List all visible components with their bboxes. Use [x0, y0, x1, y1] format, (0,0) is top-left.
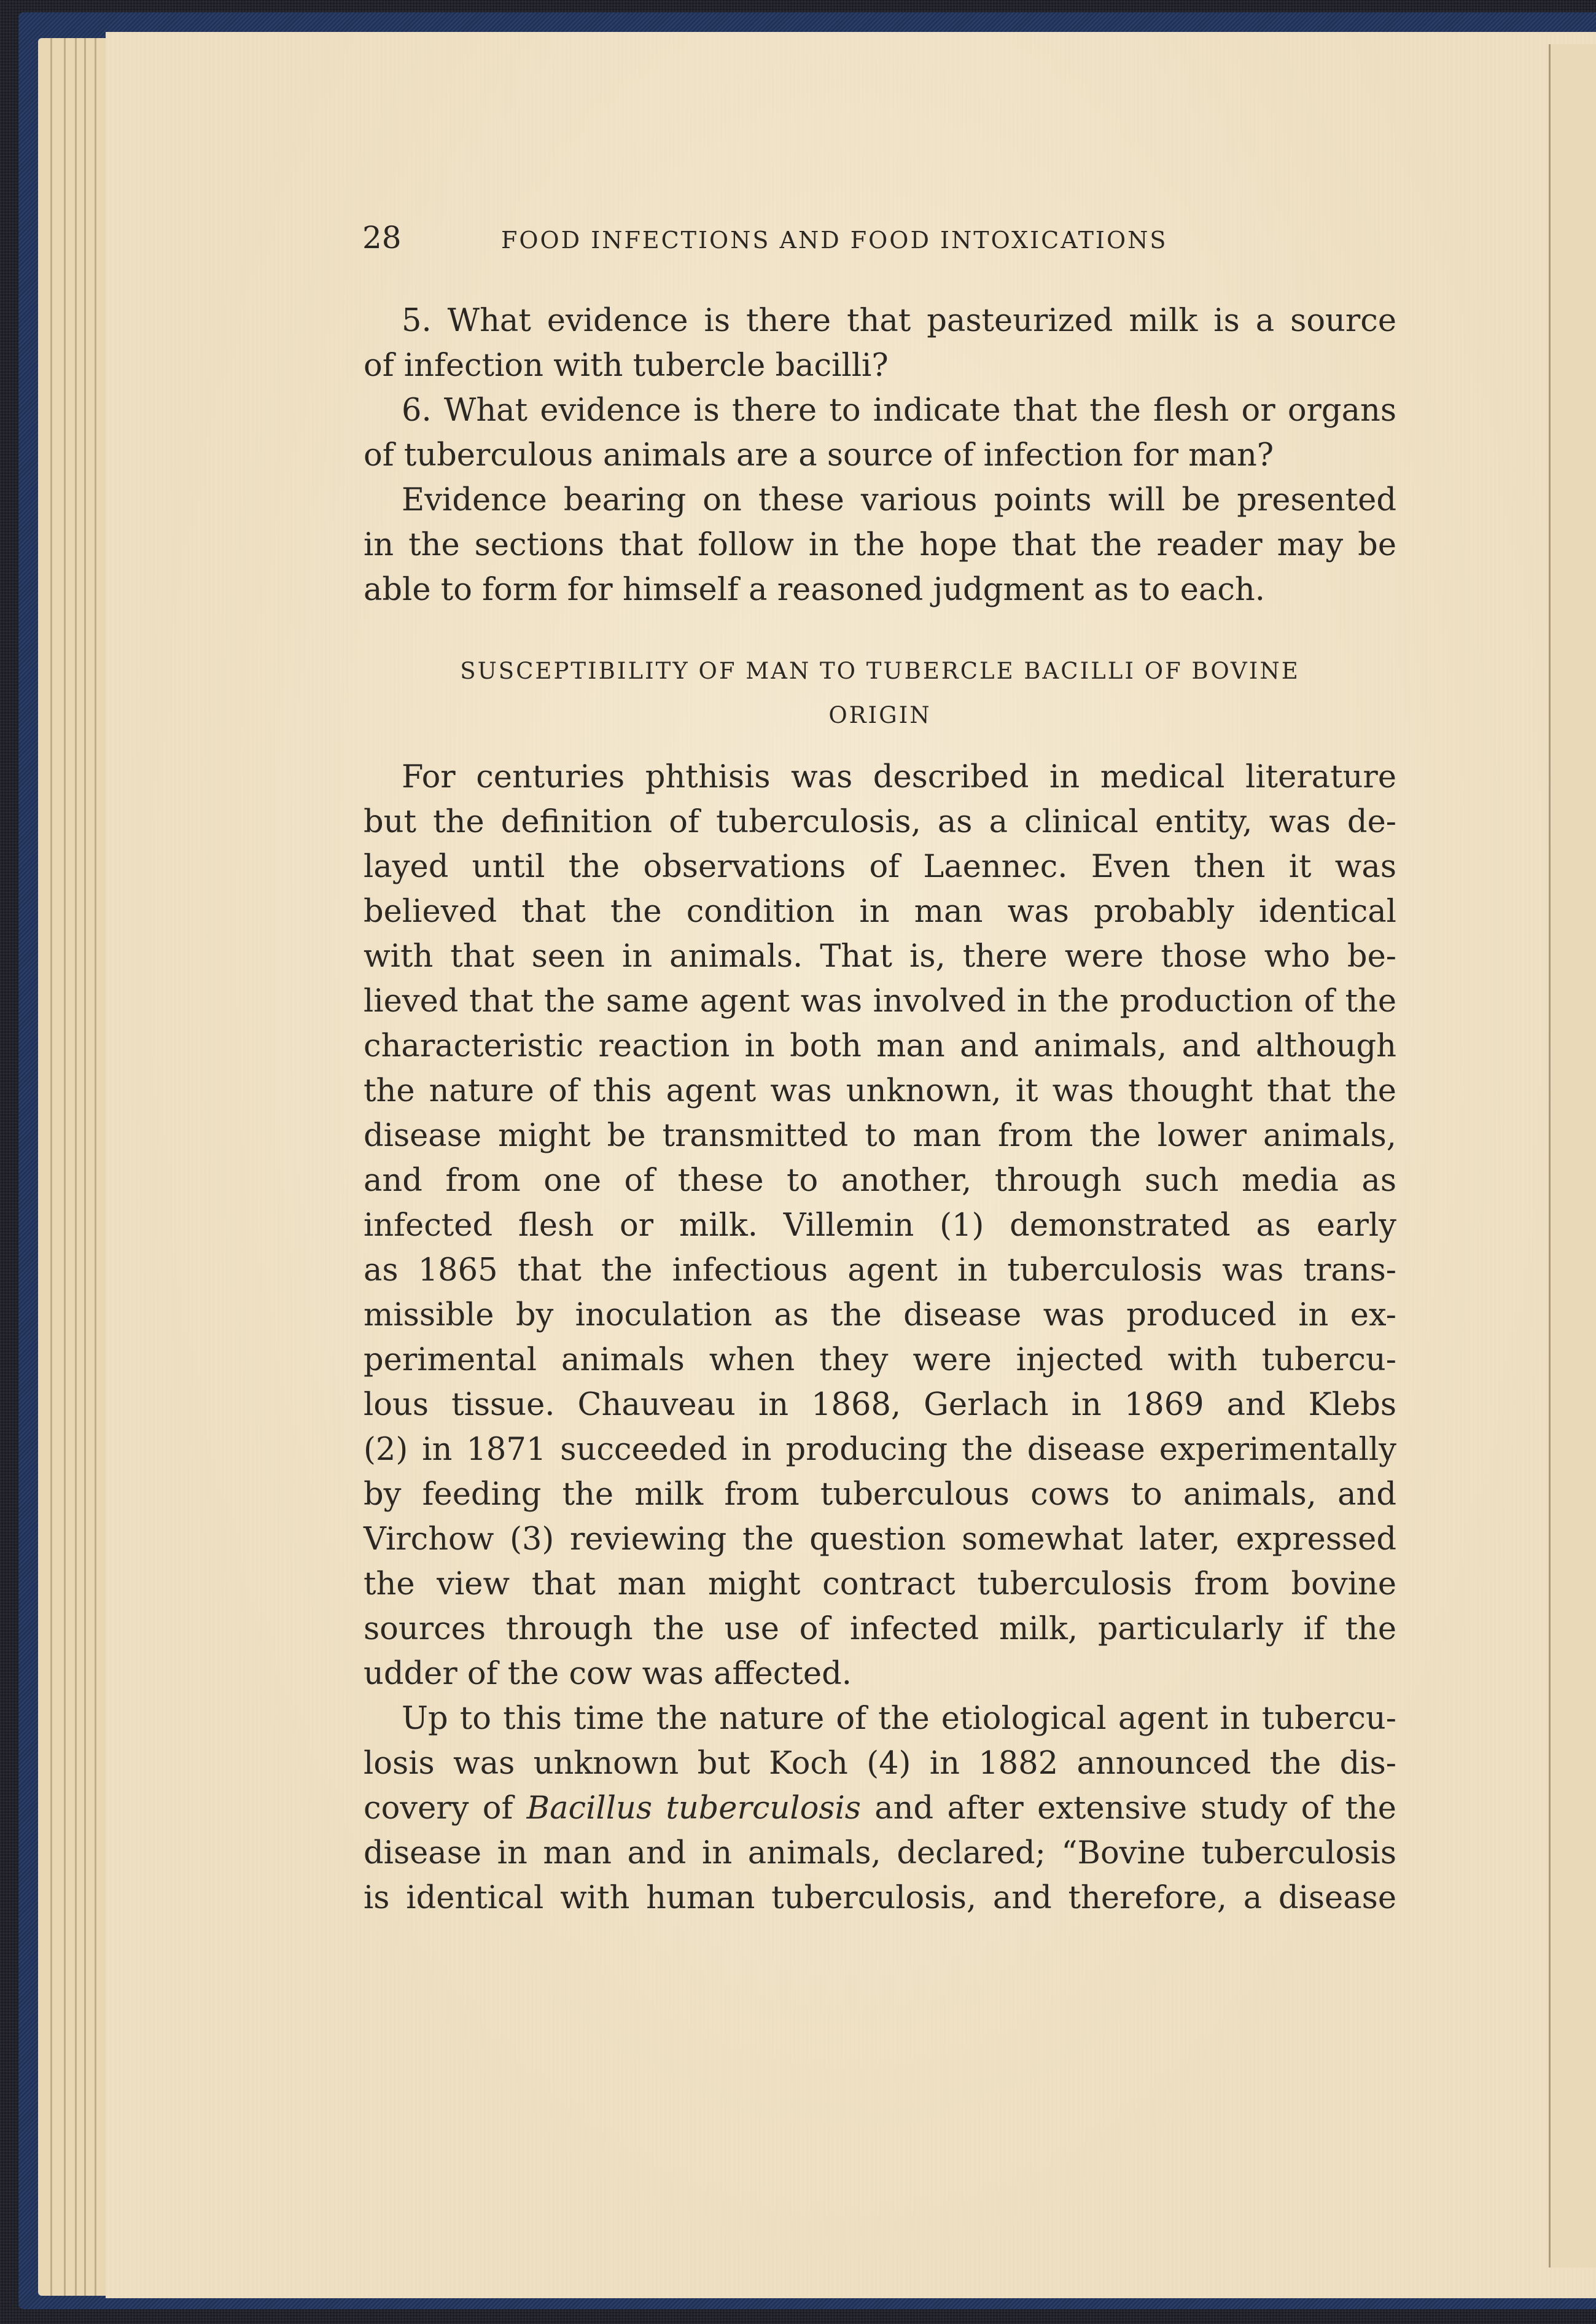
text-line: 5. What evidence is there that pasteurized milk is a source	[402, 303, 1396, 339]
page-edge-line	[64, 38, 66, 2296]
text-line: Virchow (3) reviewing the question somewhat later, expressed	[364, 1521, 1396, 1558]
text-fragment: and after extensive study of the	[860, 1790, 1396, 1827]
text-line: of infection with tubercle bacilli?	[364, 348, 889, 384]
text-line: disease in man and in animals, declared; “Bovine tuberculosis	[364, 1835, 1396, 1871]
text-line: sources through the use of infected milk, particularly if the	[364, 1611, 1396, 1647]
text-line: perimental animals when they were injected with tubercu-	[364, 1342, 1396, 1378]
text-line: Evidence bearing on these various points will be presented	[402, 482, 1396, 518]
page-edge-line	[84, 38, 86, 2296]
page-edge-line	[75, 38, 77, 2296]
page-right-edge	[1551, 44, 1596, 2267]
text-line: (2) in 1871 succeeded in producing the disease experimentally	[364, 1432, 1396, 1468]
text-line: disease might be transmitted to man from the lower animals,	[364, 1118, 1396, 1154]
page-edge-line	[50, 38, 52, 2296]
text-line: infected flesh or milk. Villemin (1) demonstrated as early	[364, 1207, 1396, 1244]
text-line: the view that man might contract tuberculosis from bovine	[364, 1566, 1396, 1602]
text-line: the nature of this agent was unknown, it was thought that the	[364, 1073, 1396, 1109]
running-title: FOOD INFECTIONS AND FOOD INTOXICATIONS	[501, 227, 1168, 254]
body-text	[364, 298, 1396, 1920]
paragraph-1	[364, 755, 1396, 1696]
text-line: but the definition of tuberculosis, as a clinical entity, was de-	[364, 804, 1396, 840]
text-line: believed that the condition in man was probably identical	[364, 894, 1396, 930]
text-fragment: covery of	[364, 1790, 527, 1827]
text-line: udder of the cow was affected.	[364, 1656, 852, 1692]
text-line: is identical with human tuberculosis, and therefore, a disease	[364, 1880, 1396, 1916]
text-line: 6. What evidence is there to indicate that the flesh or organs	[402, 392, 1396, 429]
species-name-italic: Bacillus tuberculosis	[526, 1790, 861, 1827]
text-line: Up to this time the nature of the etiological agent in tubercu-	[402, 1701, 1396, 1737]
text-line: missible by inoculation as the disease was produced in ex-	[364, 1297, 1396, 1333]
section-heading-line-2: ORIGIN	[828, 702, 932, 728]
text-line: lous tissue. Chauveau in 1868, Gerlach in 1869 and Klebs	[364, 1387, 1396, 1423]
question-6	[364, 388, 1396, 478]
text-line: able to form for himself a reasoned judgment as to each.	[364, 572, 1265, 608]
text-line: layed until the observations of Laennec. Even then it was	[364, 849, 1396, 885]
text-line: as 1865 that the infectious agent in tuberculosis was trans-	[364, 1252, 1396, 1289]
text-line: of tuberculous animals are a source of infection for man?	[364, 437, 1274, 474]
text-line: in the sections that follow in the hope that the reader may be	[364, 527, 1396, 563]
text-line: characteristic reaction in both man and animals, and although	[364, 1028, 1396, 1064]
paragraph-2	[364, 1696, 1396, 1920]
page-edge-line	[95, 38, 96, 2296]
text-line: lieved that the same agent was involved in the production of the	[364, 983, 1396, 1020]
text-line-with-italic	[364, 1786, 1396, 1831]
text-line: with that seen in animals. That is, there were those who be-	[364, 938, 1396, 975]
text-line: and from one of these to another, through such media as	[364, 1163, 1396, 1199]
question-5	[364, 298, 1396, 388]
section-heading	[364, 649, 1396, 738]
intro-paragraph	[364, 478, 1396, 612]
page-number: 28	[362, 220, 402, 255]
text-line: losis was unknown but Koch (4) in 1882 announced the dis-	[364, 1745, 1396, 1782]
section-heading-line-1: SUSCEPTIBILITY OF MAN TO TUBERCLE BACILLI OF BOVINE	[460, 658, 1300, 684]
running-head	[362, 216, 1406, 259]
text-line: by feeding the milk from tuberculous cows to animals, and	[364, 1476, 1396, 1513]
page-fold-line	[1549, 44, 1551, 2267]
text-line: For centuries phthisis was described in medical literature	[402, 759, 1396, 795]
